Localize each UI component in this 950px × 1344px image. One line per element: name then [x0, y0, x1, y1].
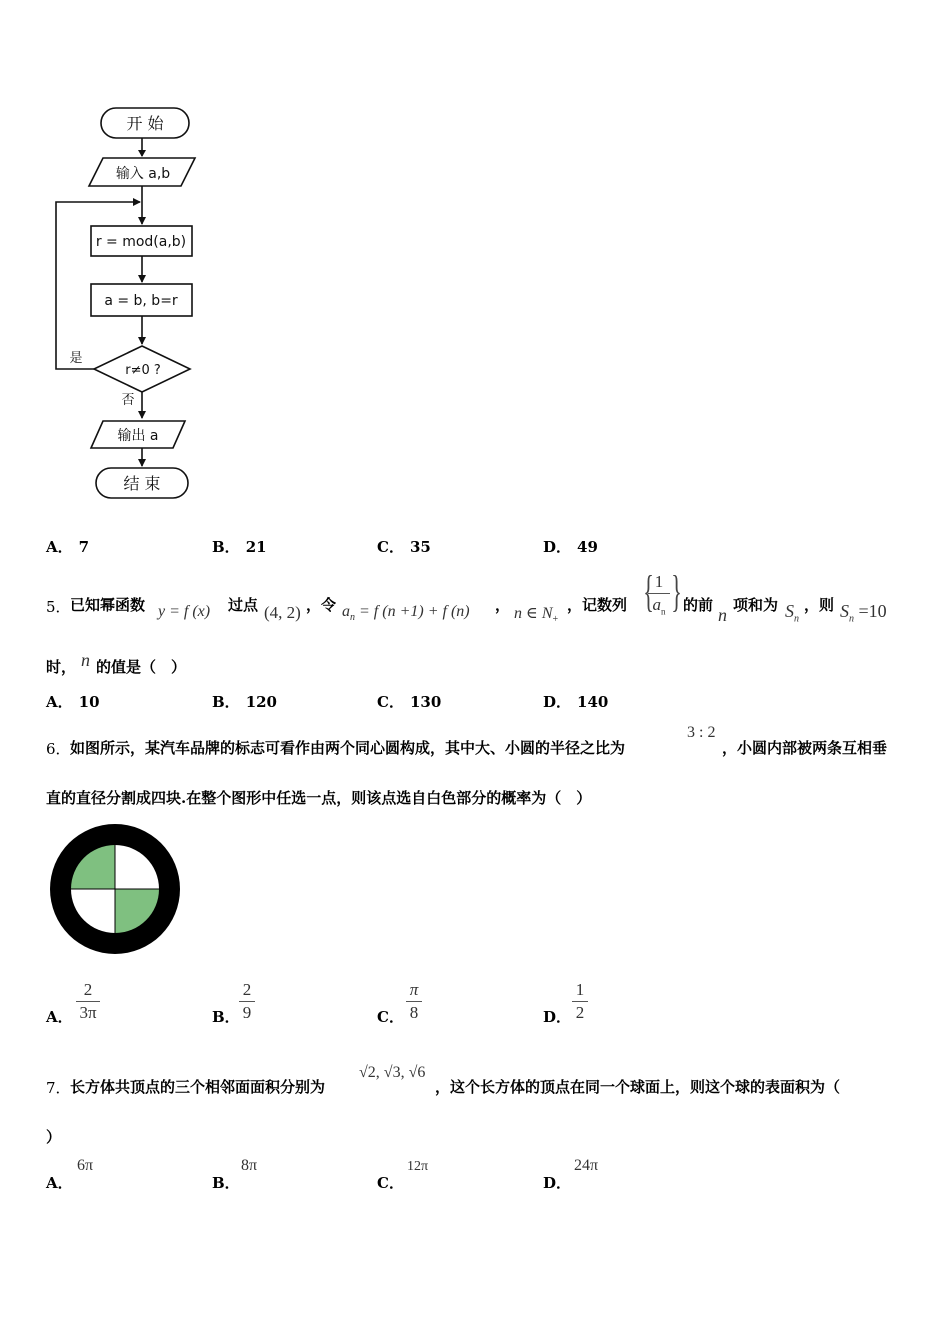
q4-option-b: B． 21 [212, 538, 267, 556]
q6-line2: 直的直径分割成四块.在整个图形中任选一点，则该点选自白色部分的概率为（ ） [46, 789, 592, 807]
q7-option-b-value: 8π [241, 1157, 258, 1174]
q5-line2-text-b: 的值是（ ） [96, 658, 187, 676]
q6-logo-figure [48, 822, 182, 956]
q5-seq-brace-right: } [671, 567, 682, 616]
q5-math-sn: $S_n$ [785, 601, 799, 625]
q6-line1-end: ，小圆内部被两条互相垂 [722, 739, 888, 757]
q6-option-c-fraction: π 8 [406, 980, 422, 1023]
q7-number: 7． [46, 1079, 71, 1097]
q7-option-c-value: 12π [407, 1159, 429, 1174]
q5-option-d: D． 140 [543, 693, 609, 711]
flow-no-label: 否 [121, 393, 135, 408]
q6-number: 6． [46, 740, 71, 758]
q5-option-b: B． 120 [212, 693, 277, 711]
q6-ratio: 3 : 2 [687, 724, 716, 741]
flow-process1-text: r = mod(a,b) [95, 234, 187, 250]
q6-option-a: A． [46, 1008, 73, 1026]
q5-text-3: ，令 [306, 596, 337, 614]
flow-start-text: 开 始 [126, 114, 164, 133]
q4-option-c: C． 35 [377, 538, 431, 556]
q6-option-c: C． [377, 1008, 404, 1026]
flowchart [40, 100, 210, 510]
q5-seq-brace-left: { [643, 567, 654, 616]
q6-option-b-fraction: 2 9 [239, 980, 255, 1023]
q4-option-a: A． 7 [46, 538, 90, 556]
q6-option-d-fraction: 1 2 [572, 980, 588, 1023]
q5-text-8: ，则 [804, 596, 835, 614]
q5-option-a: A． 10 [46, 693, 100, 711]
q7-option-a-value: 6π [77, 1157, 94, 1174]
q6-line1: 如图所示，某汽车品牌的标志可看作由两个同心圆构成，其中大、小圆的半径之比为 [70, 739, 626, 757]
q5-math-point: (4, 2) [264, 603, 301, 622]
flow-end-text: 结 束 [123, 474, 161, 493]
q5-math-nset: n ∈ $N_+$ [514, 605, 559, 626]
q5-math-sn-eq: $S_n =10$ [840, 601, 887, 625]
q5-line2-math-n: n [81, 650, 90, 670]
q7-option-a: A． [46, 1174, 73, 1192]
q7-option-c: C． [377, 1174, 404, 1192]
q4-option-d: D． 49 [543, 538, 598, 556]
q5-math-func: y = f (x) [158, 603, 211, 620]
q5-text-5: ，记数列 [567, 596, 628, 614]
flow-decision-text: r≠0 ? [125, 363, 161, 378]
q7-line1-end: ，这个长方体的顶点在同一个球面上，则这个球的表面积为（ [435, 1078, 841, 1096]
q5-seq-fraction: 1 $a_n$ [648, 572, 670, 621]
q5-text-7: 项和为 [733, 596, 779, 614]
flow-output-text: 输出 a [117, 428, 159, 444]
q7-line2: ） [46, 1128, 62, 1146]
q5-text-4: ， [495, 596, 511, 614]
q7-line1: 长方体共顶点的三个相邻面面积分别为 [70, 1078, 326, 1096]
q7-option-d-value: 24π [574, 1157, 599, 1174]
flow-input-text: 输入 a,b [115, 166, 171, 182]
q5-number: 5． [46, 598, 71, 616]
q6-option-d: D． [543, 1008, 572, 1026]
q7-option-b: B． [212, 1174, 240, 1192]
q6-option-a-fraction: 2 3π [76, 980, 100, 1023]
q5-math-n: n [718, 605, 727, 625]
q5-text-2: 过点 [228, 596, 259, 614]
q5-line2-text-a: 时， [46, 658, 77, 676]
flow-process2-text: a = b, b=r [104, 293, 178, 309]
flow-yes-label: 是 [69, 351, 83, 366]
q5-text-6: 的前 [683, 596, 714, 614]
q6-option-b: B． [212, 1008, 240, 1026]
q5-text-1: 已知幂函数 [70, 596, 146, 614]
q7-areas: √2, √3, √6 [359, 1064, 426, 1081]
q7-option-d: D． [543, 1174, 572, 1192]
q5-math-an: $a_n = f$ (n +1) + f (n) [342, 603, 470, 624]
q5-option-c: C． 130 [377, 693, 442, 711]
